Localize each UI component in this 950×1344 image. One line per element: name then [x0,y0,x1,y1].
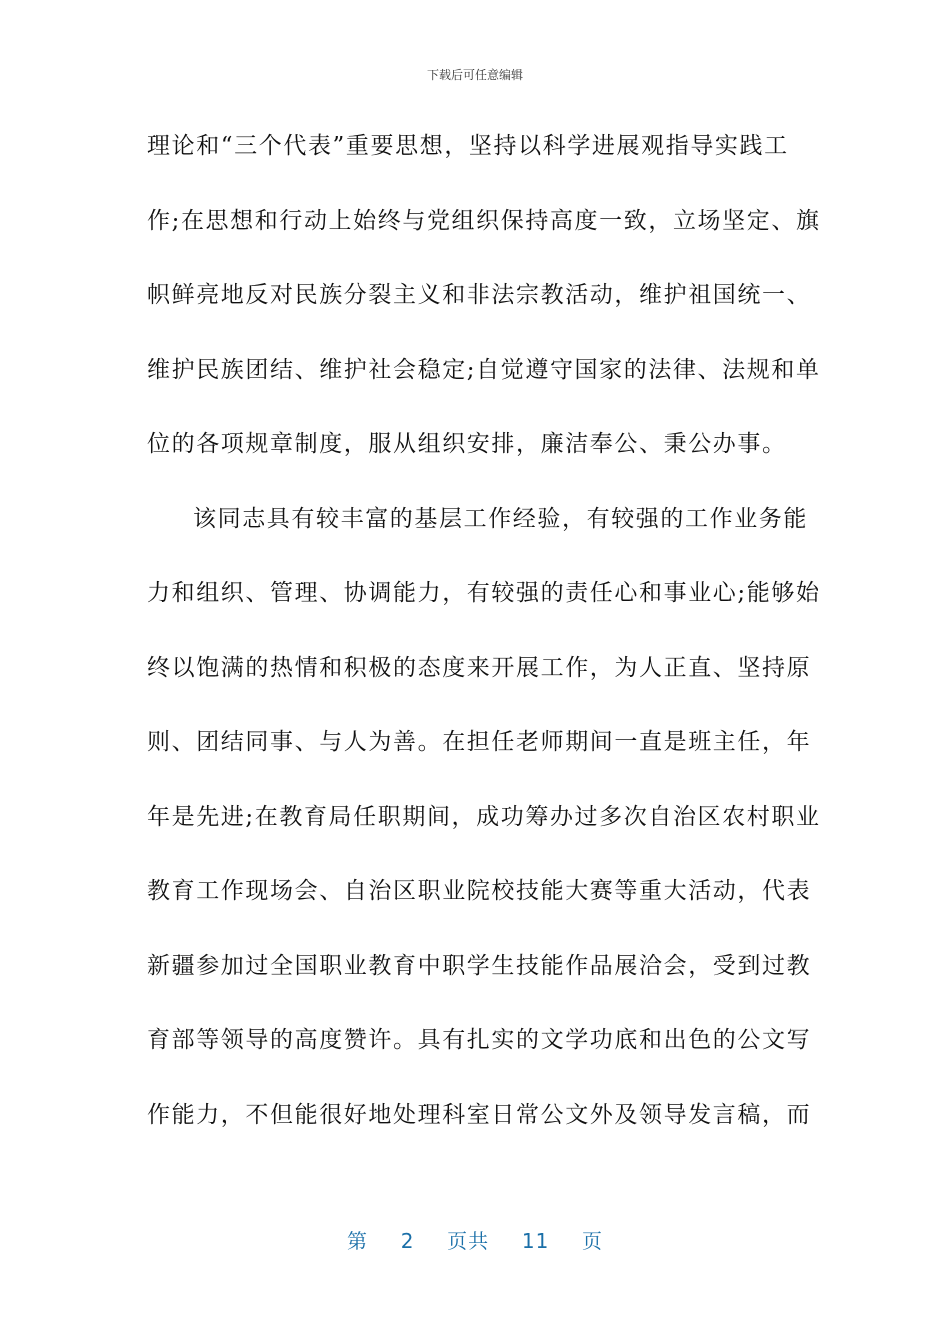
paragraph-start-line: 该同志具有较丰富的基层工作经验，有较强的工作业务能 [193,505,808,532]
text-line: 终以饱满的热情和积极的态度来开展工作，为人正直、坚持原 [147,654,812,681]
page-footer [0,1225,950,1254]
text-line: 帜鲜亮地反对民族分裂主义和非法宗教活动，维护祖国统一、 [147,282,812,308]
document-body [147,127,821,1170]
text-line: 作;在思想和行动上始终与党组织保持高度一致，立场坚定、旗 [147,207,821,234]
text-line: 则、团结同事、与人为善。在担任老师期间一直是班主任，年 [147,729,812,755]
text-line: 力和组织、管理、协调能力，有较强的责任心和事业心;能够始 [147,580,821,606]
current-page-number: 2 [400,1229,415,1253]
footer-prefix: 第 [346,1229,368,1253]
text-line: 新疆参加过全国职业教育中职学生技能作品展洽会，受到过教 [147,952,812,979]
footer-middle: 页共 [447,1229,490,1253]
page-header [0,66,950,83]
text-line: 作能力，不但能很好地处理科室日常公文外及领导发言稿，而 [147,1101,812,1128]
text-line: 位的各项规章制度，服从组织安排，廉洁奉公、秉公办事。 [147,431,787,457]
footer-suffix: 页 [582,1229,604,1253]
header-note: 下载后可任意编辑 [426,68,523,82]
text-line: 教育工作现场会、自治区职业院校技能大赛等重大活动，代表 [147,878,812,904]
text-line: 维护民族团结、维护社会稳定;自觉遵守国家的法律、法规和单 [147,356,821,383]
text-line: 育部等领导的高度赞许。具有扎实的文学功底和出色的公文写 [147,1027,812,1053]
total-pages-number: 11 [521,1229,550,1253]
text-line: 理论和“三个代表”重要思想，坚持以科学进展观指导实践工 [147,133,789,159]
text-line: 年是先进;在教育局任职期间，成功筹办过多次自治区农村职业 [147,803,821,830]
